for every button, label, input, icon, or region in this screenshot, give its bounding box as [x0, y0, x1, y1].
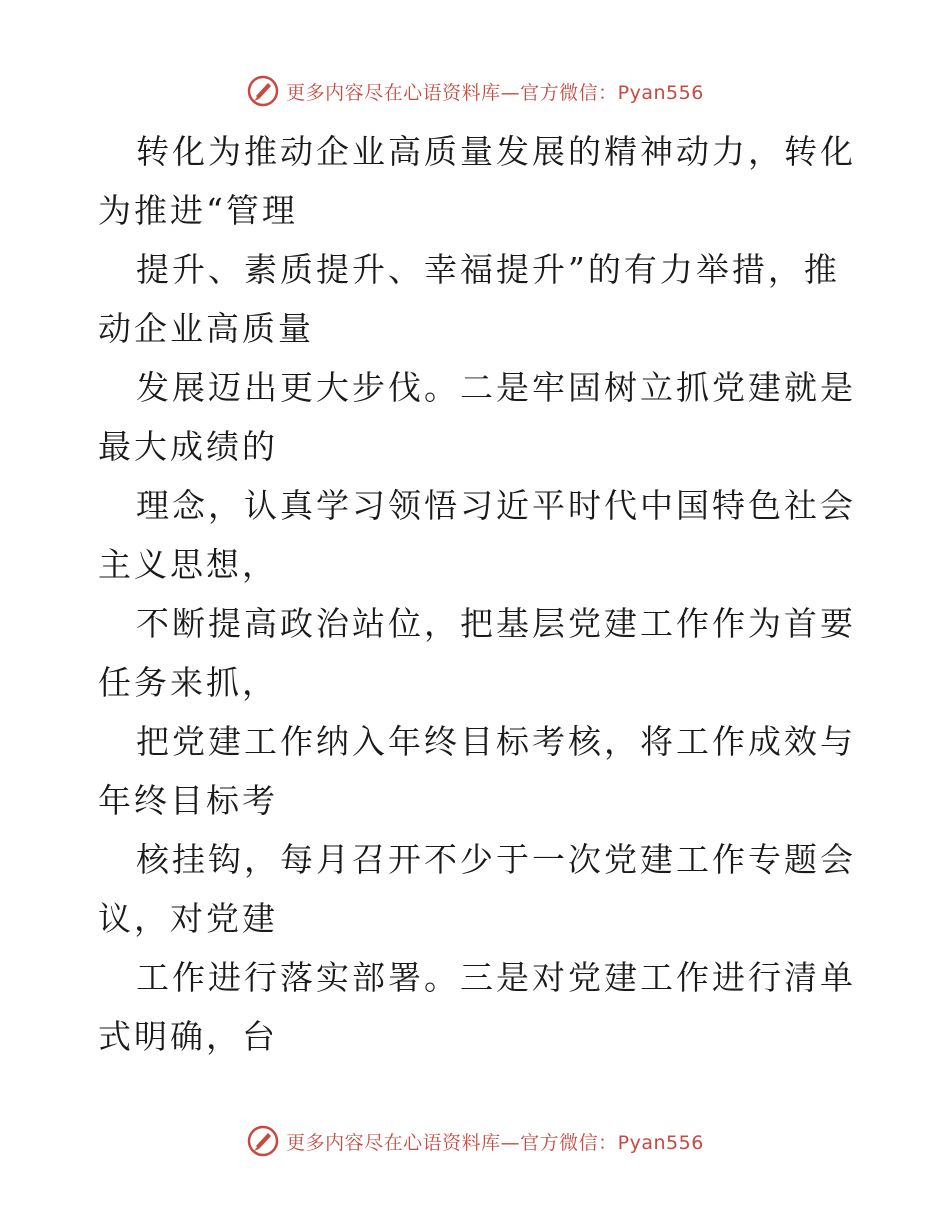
document-body — [98, 122, 858, 1066]
paragraph-line: 不断提高政治站位，把基层党建工作作为首要任务来抓， — [98, 604, 856, 702]
watermark-text: 更多内容尽在心语资料库—官方微信：Pyan556 — [286, 81, 704, 104]
paragraph-line: 理念，认真学习领悟习近平时代中国特色社会主义思想， — [98, 486, 856, 584]
footer-watermark — [0, 1124, 950, 1158]
paragraph-line: 核挂钩，每月召开不少于一次党建工作专题会议，对党建 — [98, 840, 856, 938]
paragraph-line: 发展迈出更大步伐。二是牢固树立抓党建就是最大成绩的 — [98, 368, 856, 466]
logo-icon — [246, 1124, 280, 1158]
logo-icon — [246, 74, 280, 108]
paragraph-line: 把党建工作纳入年终目标考核，将工作成效与年终目标考 — [98, 722, 856, 820]
paragraph-line: 工作进行落实部署。三是对党建工作进行清单式明确，台 — [98, 958, 856, 1056]
header-watermark — [0, 74, 950, 108]
paragraph-line: 提升、素质提升、幸福提升”的有力举措，推动企业高质量 — [98, 250, 840, 348]
paragraph-line: 转化为推动企业高质量发展的精神动力，转化为推进“管理 — [98, 132, 856, 230]
watermark-text: 更多内容尽在心语资料库—官方微信：Pyan556 — [286, 1131, 704, 1154]
